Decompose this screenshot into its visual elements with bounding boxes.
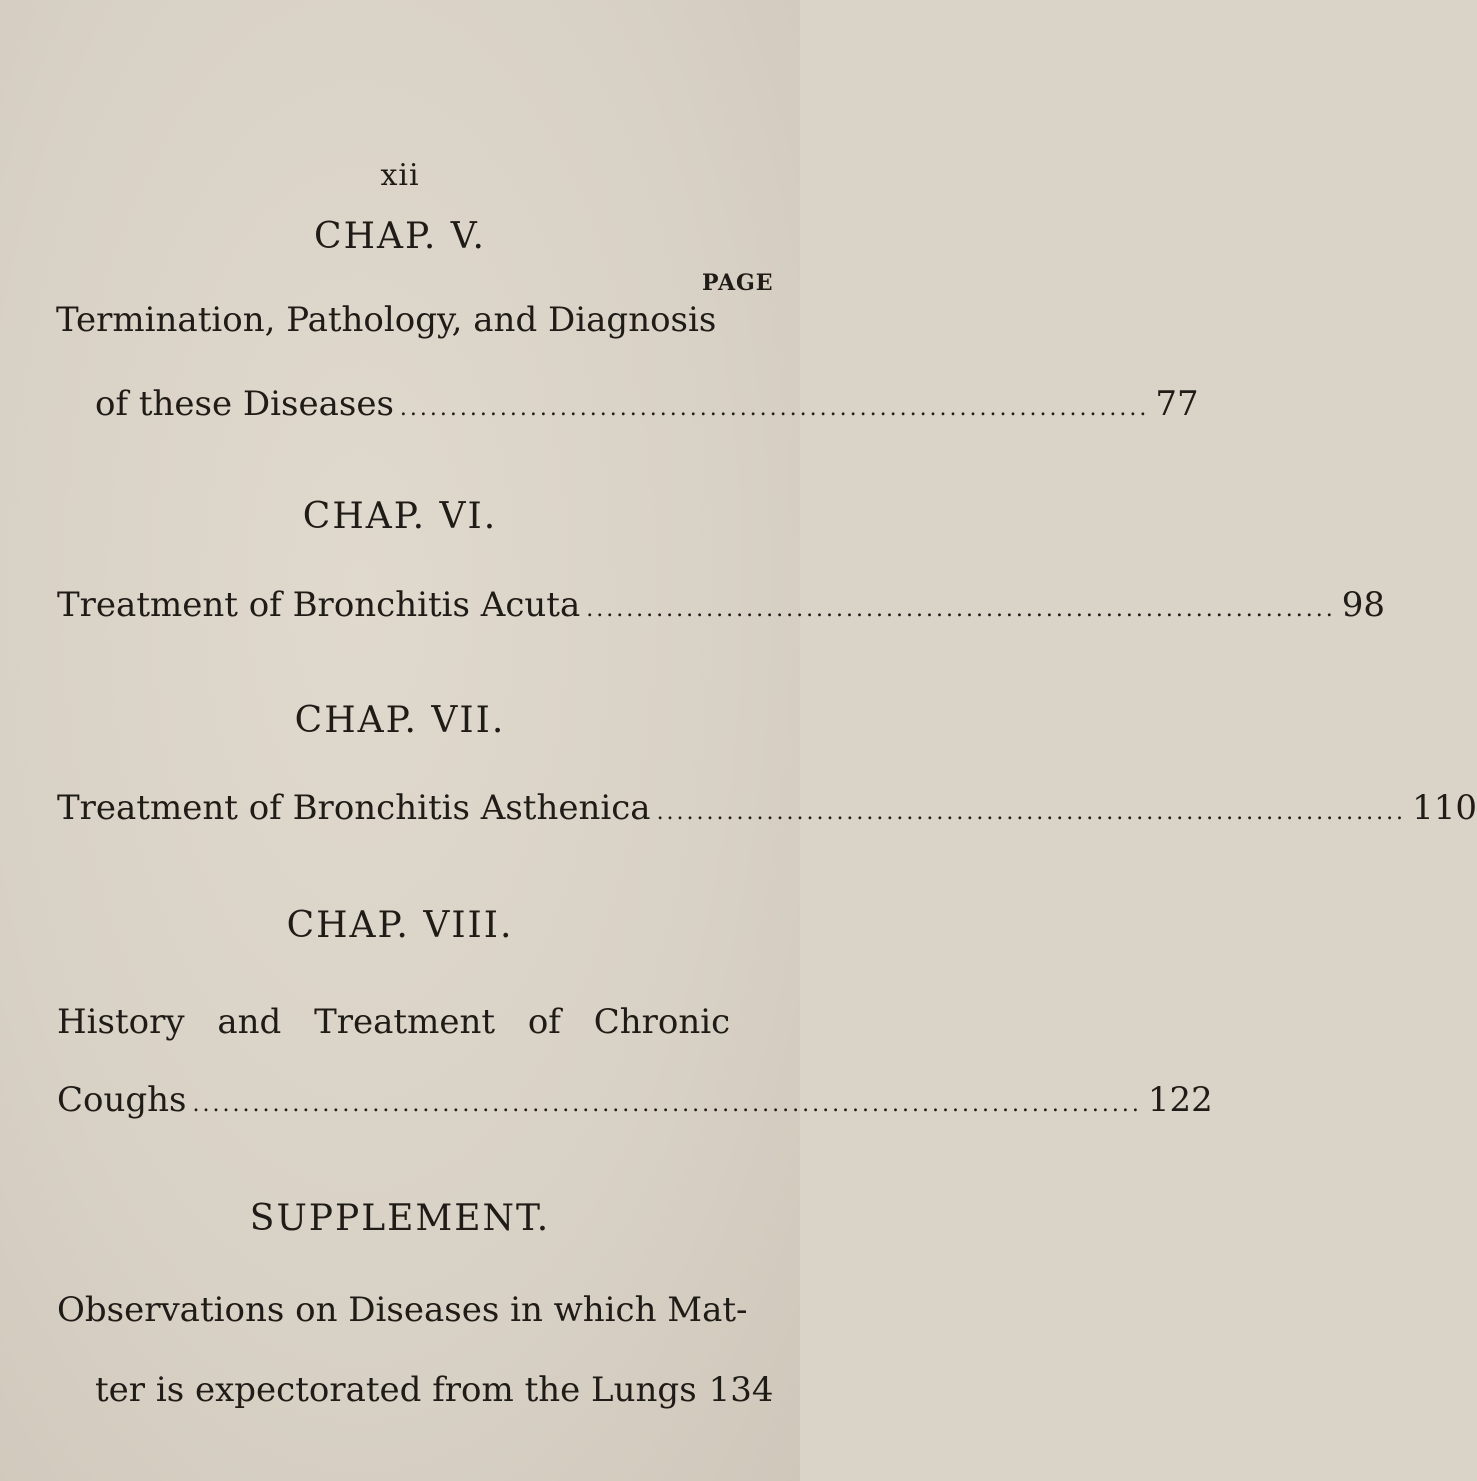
leader-dots: ...........................................................................: [399, 396, 1150, 421]
page-folio: xii: [380, 158, 420, 193]
chapter-5-title-line-2: of these Diseases: [95, 384, 394, 424]
supplement-heading: SUPPLEMENT.: [249, 1198, 551, 1239]
chapter-8-heading: CHAP. VIII.: [286, 905, 514, 946]
chapter-6-entry: [57, 585, 1385, 625]
chapter-5-title-line-1: Termination, Pathology, and Diagnosis: [56, 300, 717, 340]
supplement-page-number: 134: [708, 1370, 774, 1410]
leader-dots: ...........................................................................: [656, 800, 1407, 825]
supplement-title-line-1: Observations on Diseases in which Mat-: [57, 1290, 748, 1330]
chapter-8-title-line-1: History and Treatment of Chronic: [57, 1002, 731, 1042]
chapter-7-entry: [57, 788, 1477, 828]
chapter-7-title: Treatment of Bronchitis Asthenica: [57, 788, 651, 828]
chapter-5-heading: CHAP. V.: [314, 216, 486, 257]
chapter-5-entry: [95, 384, 1199, 424]
chapter-7-page-number: 110: [1412, 788, 1477, 828]
leader-dots: ...........................................................................: [586, 597, 1336, 622]
page-column-label: PAGE: [702, 270, 774, 296]
supplement-title-line-2: ter is expectorated from the Lungs: [95, 1370, 697, 1410]
supplement-entry: [95, 1370, 774, 1410]
chapter-6-heading: CHAP. VI.: [302, 496, 498, 537]
chapter-8-page-number: 122: [1147, 1080, 1213, 1120]
chapter-6-page-number: 98: [1341, 585, 1385, 625]
chapter-8-entry: [57, 1080, 1213, 1120]
chapter-8-title-line-2: Coughs: [57, 1080, 187, 1120]
leader-dots: ...............................................................................................: [192, 1092, 1142, 1117]
chapter-7-heading: CHAP. VII.: [294, 700, 506, 741]
chapter-5-page-number: 77: [1155, 384, 1199, 424]
chapter-6-title: Treatment of Bronchitis Acuta: [57, 585, 581, 625]
